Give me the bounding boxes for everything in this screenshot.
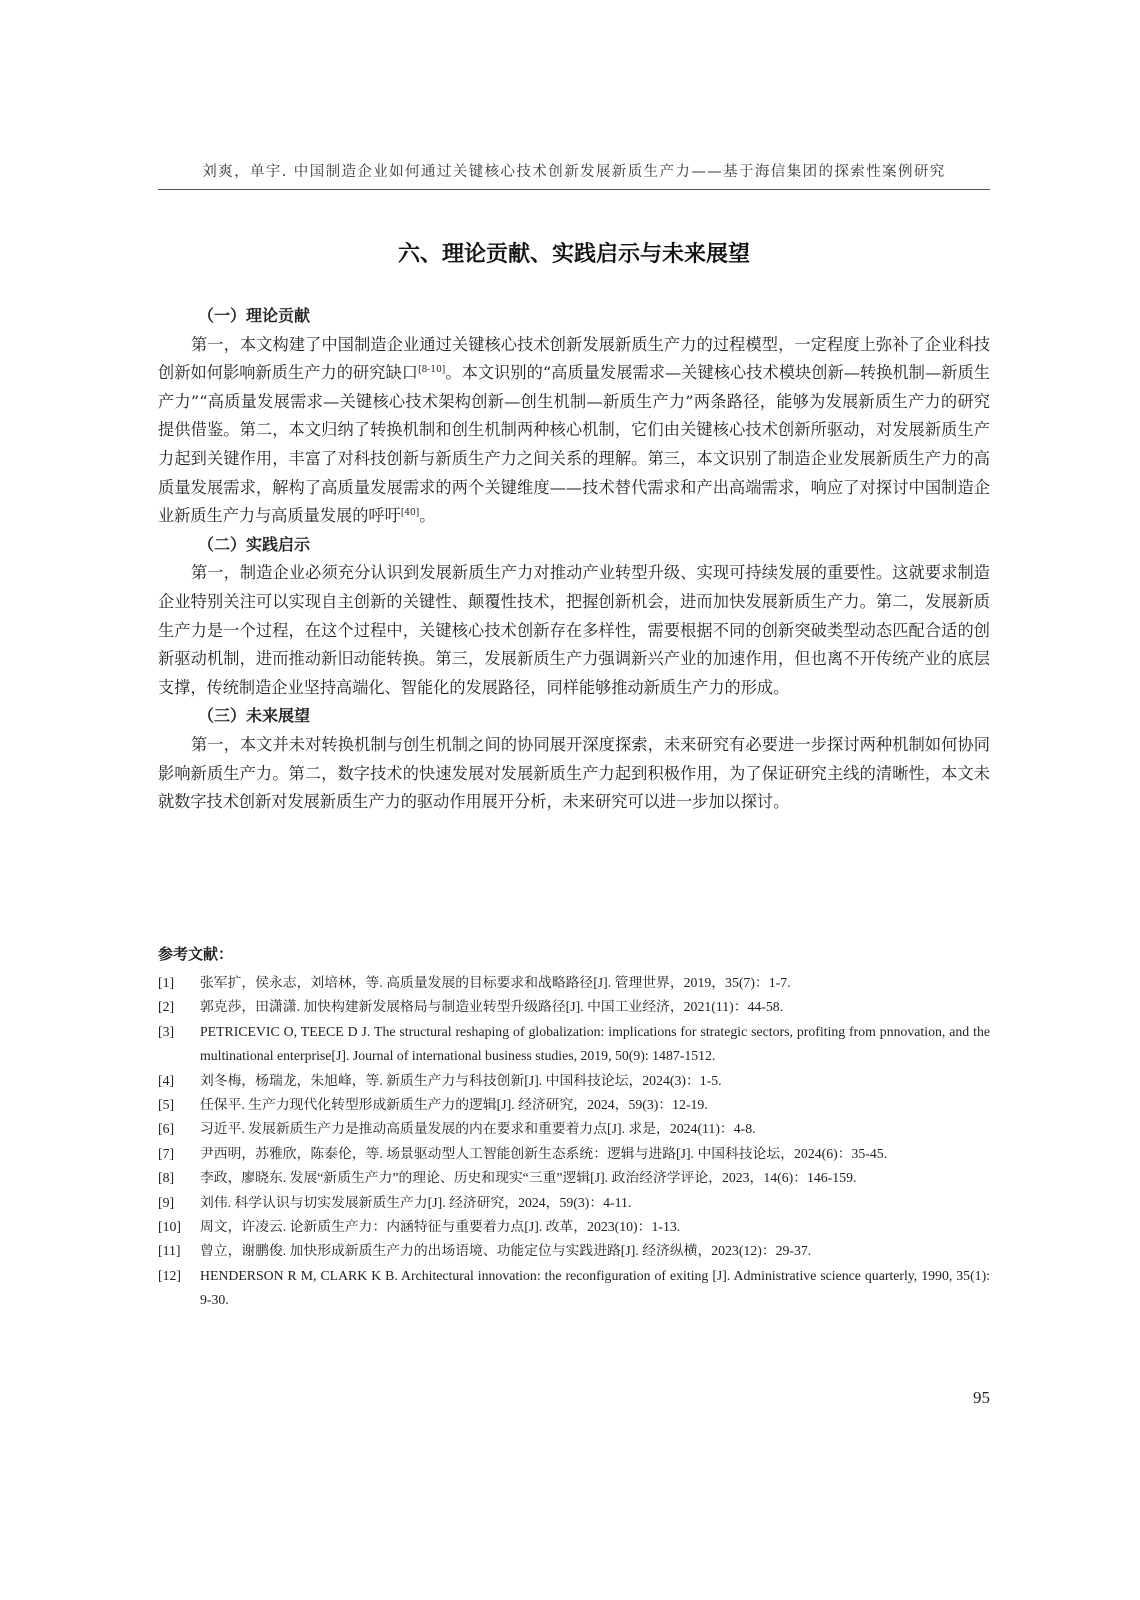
reference-item	[158, 1069, 990, 1093]
reference-item	[158, 1020, 990, 1069]
section-title: 六、理论贡献、实践启示与未来展望	[397, 242, 750, 267]
reference-text: 刘冬梅，杨瑞龙，朱旭峰，等. 新质生产力与科技创新[J]. 中国科技论坛，2024(3)：1-5.	[200, 1072, 722, 1088]
reference-text: 张军扩，侯永志，刘培林，等. 高质量发展的目标要求和战略路径[J]. 管理世界，2019，35(7)：1-7.	[200, 975, 791, 990]
references-section	[158, 944, 990, 1313]
reference-text: 李政，廖晓东. 发展“新质生产力”的理论、历史和现实“三重”逻辑[J]. 政治经济学评论，2023，14(6)：146-159.	[200, 1170, 857, 1186]
reference-item	[158, 1166, 990, 1190]
paragraph-theory-part1: 第一，本文构建了中国制造企业通过关键核心技术创新发展新质生产力的过程模型，一定程度上弥补了企业科技创新如何影响新质生产力的研究缺口	[158, 334, 990, 383]
header-rule	[158, 189, 990, 190]
reference-item	[158, 1142, 990, 1166]
reference-number: [4]	[158, 1072, 175, 1088]
running-header: 刘爽，单宇. 中国制造企业如何通过关键核心技术创新发展新质生产力——基于海信集团的探索性案例研究	[202, 164, 946, 180]
reference-number: [2]	[158, 999, 175, 1015]
reference-item	[158, 971, 990, 995]
reference-text: 任保平. 生产力现代化转型形成新质生产力的逻辑[J]. 经济研究，2024，59(3)：12-19.	[200, 1097, 708, 1113]
reference-text: 习近平. 发展新质生产力是推动高质量发展的内在要求和重要着力点[J]. 求是，2024(11)：4-8.	[200, 1121, 756, 1137]
reference-number: [3]	[158, 1023, 175, 1039]
reference-text: 刘伟. 科学认识与切实发展新质生产力[J]. 经济研究，2024，59(3)：4-11.	[200, 1194, 632, 1210]
reference-number: [10]	[158, 1219, 181, 1235]
reference-number: [6]	[158, 1121, 175, 1137]
reference-item	[158, 1191, 990, 1215]
paragraph-practice: 第一，制造企业必须充分认识到发展新质生产力对推动产业转型升级、实现可持续发展的重要性。这就要求制造企业特别关注可以实现自主创新的关键性、颠覆性技术，把握创新机会，进而加快发展新质生产力。第二，发展新质生产力是一个过程，在这个过程中，关键核心技术创新存在多样性，需要根据不同的创新突破类型动态匹配合适的创新驱动机制，进而推动新旧动能转换。第三，发展新质生产力强调新兴产业的加速作用，但也离不开传统产业的底层支撑，传统制造企业坚持高端化、智能化的发展路径，同样能够推动新质生产力的形成。	[158, 563, 990, 697]
reference-item	[158, 1215, 990, 1239]
subsection-heading-practice: （二）实践启示	[198, 534, 311, 554]
reference-text: 尹西明，苏雅欣，陈泰伦，等. 场景驱动型人工智能创新生态系统：逻辑与进路[J]. 中国科技论坛，2024(6)：35-45.	[200, 1145, 888, 1161]
reference-number: [9]	[158, 1194, 175, 1210]
paragraph-outlook: 第一，本文并未对转换机制与创生机制之间的协同展开深度探索，未来研究有必要进一步探讨两种机制如何协同影响新质生产力。第二，数字技术的快速发展对发展新质生产力起到积极作用，为了保证研究主线的清晰性，本文未就数字技术创新对发展新质生产力的驱动作用展开分析，未来研究可以进一步加以探讨。	[158, 734, 990, 812]
paragraph-theory	[158, 331, 990, 531]
reference-number: [11]	[158, 1243, 181, 1259]
reference-number: [7]	[158, 1145, 175, 1161]
reference-text: 曾立，谢鹏俊. 加快形成新质生产力的出场语境、功能定位与实践进路[J]. 经济纵横，2023(12)：29-37.	[200, 1243, 812, 1259]
reference-text: PETRICEVIC O, TEECE D J. The structural reshaping of globalization: implications for strategic sectors, profiting from pnnovation, and the multinational enterprise[J]. Journal of international business studies, 2019, 50(9): 1487-1512.	[200, 1023, 990, 1064]
reference-item	[158, 1117, 990, 1141]
reference-item	[158, 1239, 990, 1263]
reference-item	[158, 1093, 990, 1117]
citation-marker: [40]	[400, 508, 420, 519]
reference-number: [1]	[158, 975, 175, 990]
reference-number: [5]	[158, 1097, 175, 1113]
reference-text: 周文，许凌云. 论新质生产力：内涵特征与重要着力点[J]. 改革，2023(10)：1-13.	[200, 1219, 681, 1235]
page-number: 95	[973, 1388, 990, 1407]
reference-number: [8]	[158, 1170, 175, 1186]
citation-marker: [8-10]	[418, 365, 446, 376]
reference-list	[158, 971, 990, 1313]
body-text	[158, 302, 990, 817]
reference-item	[158, 1264, 990, 1313]
paragraph-theory-part2: 。本文识别的“高质量发展需求—关键核心技术模块创新—转换机制—新质生产力”“高质量发展需求—关键核心技术架构创新—创生机制—新质生产力”两条路径，能够为发展新质生产力的研究提供借鉴。第二，本文归纳了转换机制和创生机制两种核心机制，它们由关键核心技术创新所驱动，对发展新质生产力起到关键作用，丰富了对科技创新与新质生产力之间关系的理解。第三，本文识别了制造企业发展新质生产力的高质量发展需求，解构了高质量发展需求的两个关键维度——技术替代需求和产出高端需求，响应了对探讨中国制造企业新质生产力与高质量发展的呼吁	[158, 363, 991, 526]
reference-text: HENDERSON R M, CLARK K B. Architectural innovation: the reconfiguration of exiting [J]. Administrative science quarterly, 1990, 35(1): 9-30.	[200, 1267, 990, 1308]
paragraph-theory-part3: 。	[419, 506, 436, 526]
subsection-heading-theory: （一）理论贡献	[198, 306, 311, 325]
references-heading: 参考文献：	[158, 945, 234, 963]
reference-item	[158, 995, 990, 1019]
reference-text: 郭克莎，田潇潇. 加快构建新发展格局与制造业转型升级路径[J]. 中国工业经济，2021(11)：44-58.	[200, 999, 784, 1015]
reference-number: [12]	[158, 1267, 181, 1283]
subsection-heading-outlook: （三）未来展望	[198, 706, 311, 726]
